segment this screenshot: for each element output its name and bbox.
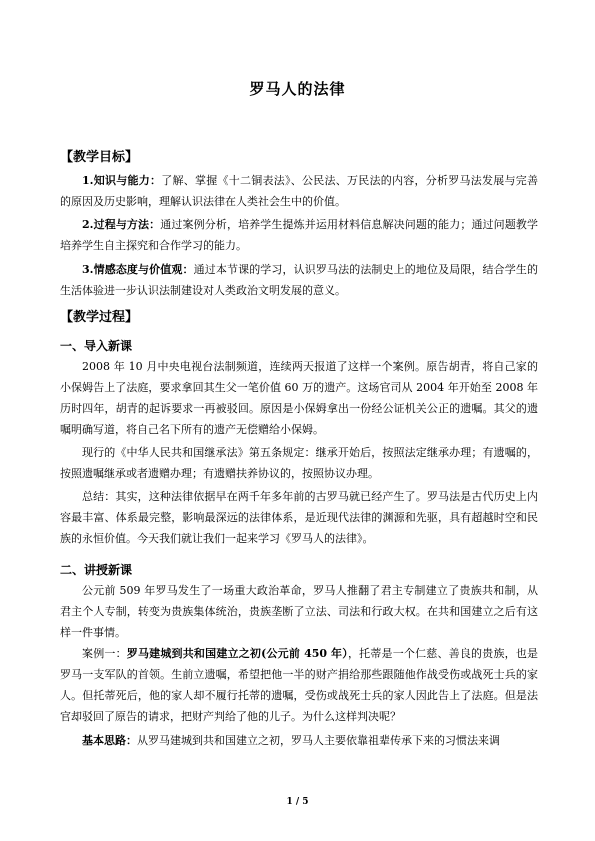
section-heading-process: 【教学过程】 xyxy=(60,310,139,325)
part2-heading: 二、讲授新课 xyxy=(60,563,133,577)
idea-paragraph xyxy=(60,730,538,751)
goal-label: 2.过程与方法： xyxy=(82,218,161,231)
goal-paragraph-3 xyxy=(60,259,538,301)
goal-paragraph-1 xyxy=(60,170,538,212)
idea-text: 从罗马建城到共和国建立之初，罗马人主要依靠祖辈传承下来的习惯法来调 xyxy=(137,734,500,747)
goal-label: 1.知识与能力： xyxy=(82,174,162,187)
intro-paragraph-1: 2008 年 10 月中央电视台法制频道，连续两天报道了这样一个案例。原告胡青，将自己家的小保姆告上了法庭，要求拿回其生父一笔价值 60 万的遗产。这场官司从 2004 年开始至 2008 年历时四年，胡青的起诉要求一再被驳回。原因是小保姆拿出一份经公证机关公正的遗嘱。其父的遗嘱明确写道，将自己名下所有的遗产无偿赠给小保姆。 xyxy=(60,360,538,436)
goal-text: 通过本节课的学习，认识罗马法的法制史上的地位及局限，结合学生的生活体验进一步认识法制建设对人类政治文明发展的意义。 xyxy=(60,263,539,297)
page-title: 罗马人的法律 xyxy=(249,80,346,98)
lecture-paragraph-1: 公元前 509 年罗马发生了一场重大政治革命，罗马人推翻了君主专制建立了贵族共和制，从君主个人专制，转变为贵族集体统治，贵族垄断了立法、司法和行政大权。在共和国建立之后有这样一件事情。 xyxy=(60,584,538,639)
case-text: ，托蒂是一个仁慈、善良的贵族，也是罗马一支军队的首领。生前立遗嘱，希望把他一半的财产捐给那些跟随他作战受伤或战死士兵的家人。但托蒂死后，他的家人却不履行托蒂的遗嘱，受伤或战死士兵的家人因此告上了法庭。但是法官却驳回了原告的请求，把财产判给了他的儿子。为什么这样判决呢？ xyxy=(60,647,539,723)
goal-text: 了解、掌握《十二铜表法》、公民法、万民法的内容，分析罗马法发展与完善的原因及历史影响，理解认识法律在人类社会生中的价值。 xyxy=(60,174,539,208)
page-number: 1 / 5 xyxy=(286,797,309,807)
goal-text: 通过案例分析，培养学生提炼并运用材料信息解决问题的能力；通过问题教学培养学生自主探究和合作学习的能力。 xyxy=(60,218,539,252)
case-paragraph xyxy=(60,643,538,727)
case-prefix: 案例一： xyxy=(82,647,127,660)
intro-paragraph-3: 总结：其实，这种法律依据早在两千年多年前的古罗马就已经产生了。罗马法是古代历史上内容最丰富、体系最完整，影响最深远的法律体系，是近现代法律的渊源和先驱，具有超越时空和民族的永恒价值。今天我们就让我们一起来学习《罗马人的法律》。 xyxy=(60,490,538,545)
idea-label: 基本思路： xyxy=(82,734,137,747)
part1-heading: 一、导入新课 xyxy=(60,339,133,353)
goal-paragraph-2 xyxy=(60,214,538,256)
intro-paragraph-2: 现行的《中华人民共和国继承法》第五条规定：继承开始后，按照法定继承办理；有遗嘱的，按照遗嘱继承或者遗赠办理；有遗赠扶养协议的，按照协议办理。 xyxy=(60,446,538,480)
goal-label: 3.情感态度与价值观： xyxy=(82,263,194,276)
case-bold-title: 罗马建城到共和国建立之初(公元前 450 年） xyxy=(126,647,348,660)
section-heading-goals: 【教学目标】 xyxy=(60,150,139,165)
